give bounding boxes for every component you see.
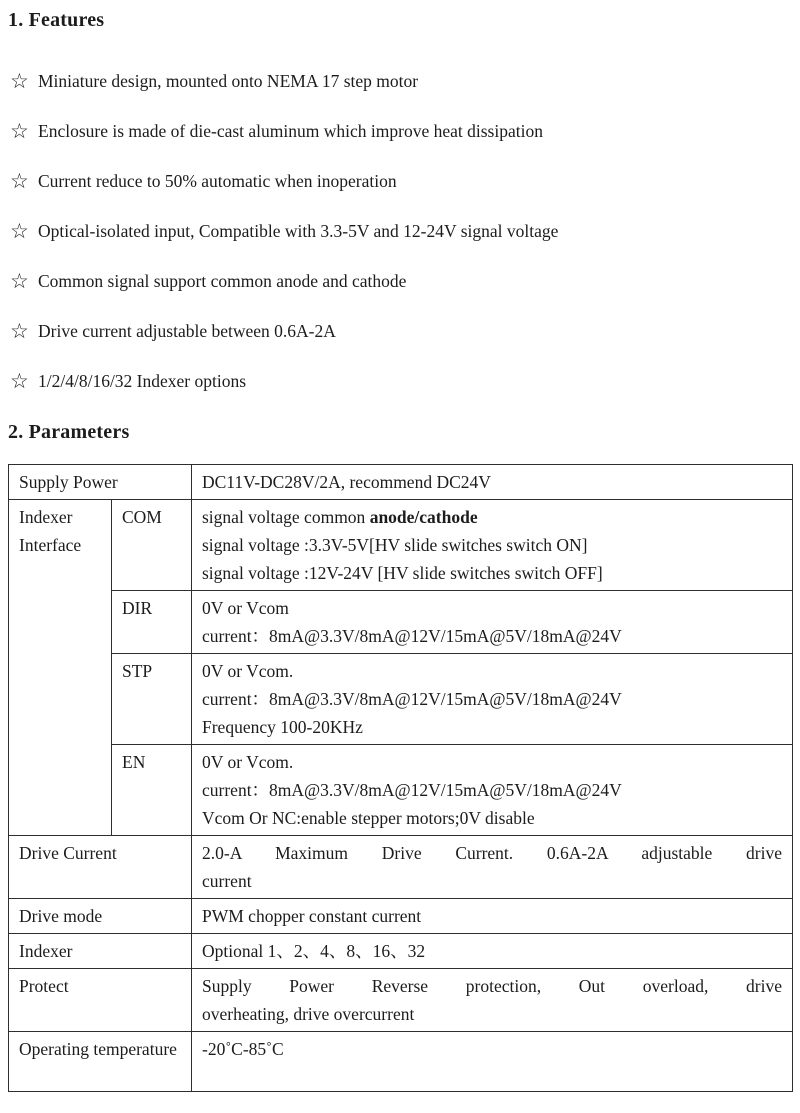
com-line1-bold: anode/cathode xyxy=(369,507,478,527)
star-bullet-icon: ☆ xyxy=(10,269,29,293)
param-sublabel-en: EN xyxy=(112,745,192,836)
param-label-indexer-interface: Indexer Interface xyxy=(9,500,112,836)
row-protect xyxy=(9,969,793,1032)
feature-text: Current reduce to 50% automatic when inoperation xyxy=(38,171,397,191)
param-value-indexer: Optional 1、2、4、8、16、32 xyxy=(192,934,793,969)
stp-line-3: Frequency 100-20KHz xyxy=(202,717,363,737)
feature-text: Drive current adjustable between 0.6A-2A xyxy=(38,321,336,341)
parameters-heading: 2. Parameters xyxy=(8,421,130,443)
row-stp xyxy=(9,654,793,745)
row-supply-power xyxy=(9,465,793,500)
features-list xyxy=(10,70,792,420)
feature-item xyxy=(10,70,792,120)
en-line-3: Vcom Or NC:enable stepper motors;0V disable xyxy=(202,808,535,828)
com-line-3: signal voltage :12V-24V [HV slide switches switch OFF] xyxy=(202,563,603,583)
com-line-1 xyxy=(202,503,782,531)
param-value-dir xyxy=(192,591,793,654)
star-bullet-icon: ☆ xyxy=(10,119,29,143)
feature-text: Enclosure is made of die-cast aluminum which improve heat dissipation xyxy=(38,121,543,141)
param-label-drive-current: Drive Current xyxy=(9,836,192,899)
features-heading: 1. Features xyxy=(8,9,105,31)
param-value-drive-current xyxy=(192,836,793,899)
feature-item xyxy=(10,220,792,270)
star-bullet-icon: ☆ xyxy=(10,369,29,393)
feature-text: Optical-isolated input, Compatible with 3.3-5V and 12-24V signal voltage xyxy=(38,221,559,241)
param-sublabel-stp: STP xyxy=(112,654,192,745)
feature-item xyxy=(10,270,792,320)
dir-line-2: current：8mA@3.3V/8mA@12V/15mA@5V/18mA@24V xyxy=(202,626,622,646)
feature-text: 1/2/4/8/16/32 Indexer options xyxy=(38,371,247,391)
star-bullet-icon: ☆ xyxy=(10,319,29,343)
stp-line-2: current：8mA@3.3V/8mA@12V/15mA@5V/18mA@24V xyxy=(202,689,622,709)
parameters-table xyxy=(8,464,793,1092)
row-drive-mode xyxy=(9,899,793,934)
param-value-supply-power: DC11V-DC28V/2A, recommend DC24V xyxy=(192,465,793,500)
row-dir xyxy=(9,591,793,654)
feature-item xyxy=(10,320,792,370)
protect-line-1: Supply Power Reverse protection, Out overload, drive xyxy=(202,976,782,996)
drive-current-line-2: current xyxy=(202,871,252,891)
row-com xyxy=(9,500,793,591)
param-label-supply-power: Supply Power xyxy=(9,465,192,500)
param-sublabel-com: COM xyxy=(112,500,192,591)
row-en xyxy=(9,745,793,836)
protect-line-2: overheating, drive overcurrent xyxy=(202,1004,415,1024)
param-label-protect: Protect xyxy=(9,969,192,1032)
param-value-operating-temp: -20˚C-85˚C xyxy=(192,1032,793,1092)
param-sublabel-dir: DIR xyxy=(112,591,192,654)
row-operating-temp xyxy=(9,1032,793,1092)
param-label-indexer: Indexer xyxy=(9,934,192,969)
param-label-operating-temp: Operating temperature xyxy=(9,1032,192,1092)
star-bullet-icon: ☆ xyxy=(10,219,29,243)
stp-line-1: 0V or Vcom. xyxy=(202,661,294,681)
feature-item xyxy=(10,170,792,220)
row-indexer xyxy=(9,934,793,969)
param-value-protect xyxy=(192,969,793,1032)
row-drive-current xyxy=(9,836,793,899)
param-value-en xyxy=(192,745,793,836)
star-bullet-icon: ☆ xyxy=(10,69,29,93)
com-line-2: signal voltage :3.3V-5V[HV slide switches switch ON] xyxy=(202,535,588,555)
dir-line-1: 0V or Vcom xyxy=(202,598,289,618)
com-line1-normal: signal voltage common xyxy=(202,507,370,527)
param-value-stp xyxy=(192,654,793,745)
param-value-com xyxy=(192,500,793,591)
feature-text: Miniature design, mounted onto NEMA 17 step motor xyxy=(38,71,419,91)
feature-item xyxy=(10,370,792,420)
star-bullet-icon: ☆ xyxy=(10,169,29,193)
param-label-drive-mode: Drive mode xyxy=(9,899,192,934)
en-line-2: current：8mA@3.3V/8mA@12V/15mA@5V/18mA@24V xyxy=(202,780,622,800)
drive-current-line-1: 2.0-A Maximum Drive Current. 0.6A-2A adjustable drive xyxy=(202,843,782,863)
feature-text: Common signal support common anode and cathode xyxy=(38,271,407,291)
feature-item xyxy=(10,120,792,170)
param-value-drive-mode: PWM chopper constant current xyxy=(192,899,793,934)
en-line-1: 0V or Vcom. xyxy=(202,752,294,772)
